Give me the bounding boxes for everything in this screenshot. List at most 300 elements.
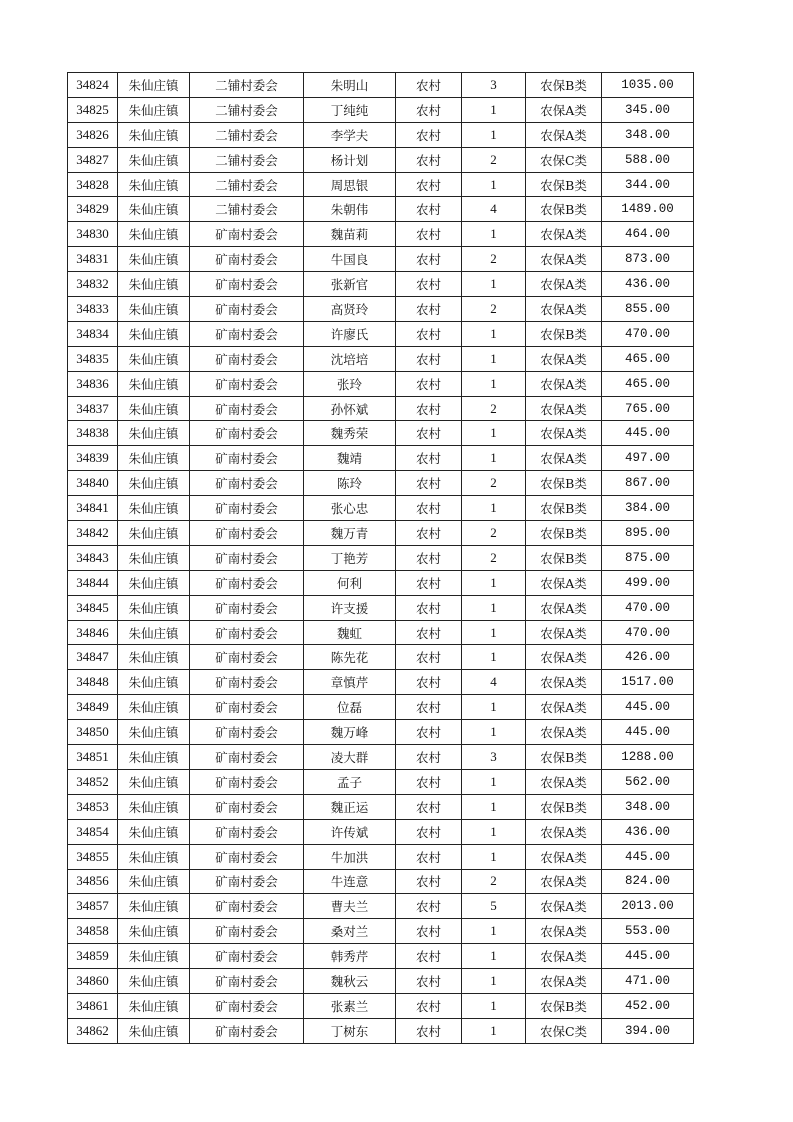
person-name-cell: 魏苗莉 — [304, 222, 396, 247]
member-count-cell: 4 — [462, 197, 526, 222]
household-type-cell: 农村 — [396, 496, 462, 521]
insurance-category-cell: 农保A类 — [526, 222, 602, 247]
insurance-category-cell: 农保A类 — [526, 97, 602, 122]
member-count-cell: 1 — [462, 695, 526, 720]
table-row — [68, 894, 694, 919]
record-id-cell: 34829 — [68, 197, 118, 222]
member-count-cell: 1 — [462, 421, 526, 446]
record-id-cell: 34855 — [68, 844, 118, 869]
member-count-cell: 1 — [462, 371, 526, 396]
table-row — [68, 695, 694, 720]
amount-cell: 445.00 — [602, 421, 694, 446]
town-cell: 朱仙庄镇 — [118, 272, 190, 297]
insurance-category-cell: 农保A类 — [526, 272, 602, 297]
amount-cell: 464.00 — [602, 222, 694, 247]
record-id-cell: 34844 — [68, 570, 118, 595]
record-id-cell: 34837 — [68, 396, 118, 421]
town-cell: 朱仙庄镇 — [118, 122, 190, 147]
household-type-cell: 农村 — [396, 247, 462, 272]
table-row — [68, 346, 694, 371]
table-row — [68, 521, 694, 546]
insurance-category-cell: 农保A类 — [526, 446, 602, 471]
amount-cell: 824.00 — [602, 869, 694, 894]
member-count-cell: 3 — [462, 745, 526, 770]
table-row — [68, 272, 694, 297]
village-committee-cell: 矿南村委会 — [190, 446, 304, 471]
member-count-cell: 2 — [462, 147, 526, 172]
insurance-category-cell: 农保B类 — [526, 321, 602, 346]
village-committee-cell: 矿南村委会 — [190, 794, 304, 819]
table-row — [68, 570, 694, 595]
town-cell: 朱仙庄镇 — [118, 545, 190, 570]
member-count-cell: 2 — [462, 869, 526, 894]
insurance-category-cell: 农保A类 — [526, 595, 602, 620]
insurance-category-cell: 农保C类 — [526, 147, 602, 172]
record-id-cell: 34830 — [68, 222, 118, 247]
table-row — [68, 919, 694, 944]
amount-cell: 588.00 — [602, 147, 694, 172]
person-name-cell: 魏万峰 — [304, 720, 396, 745]
insurance-category-cell: 农保A类 — [526, 645, 602, 670]
village-committee-cell: 二铺村委会 — [190, 122, 304, 147]
member-count-cell: 2 — [462, 521, 526, 546]
insurance-category-cell: 农保A类 — [526, 371, 602, 396]
village-committee-cell: 矿南村委会 — [190, 247, 304, 272]
amount-cell: 445.00 — [602, 720, 694, 745]
member-count-cell: 1 — [462, 645, 526, 670]
member-count-cell: 1 — [462, 222, 526, 247]
table-row — [68, 73, 694, 98]
amount-cell: 470.00 — [602, 321, 694, 346]
village-committee-cell: 矿南村委会 — [190, 396, 304, 421]
village-committee-cell: 矿南村委会 — [190, 346, 304, 371]
insurance-category-cell: 农保A类 — [526, 122, 602, 147]
household-type-cell: 农村 — [396, 371, 462, 396]
member-count-cell: 1 — [462, 172, 526, 197]
insurance-category-cell: 农保A类 — [526, 570, 602, 595]
town-cell: 朱仙庄镇 — [118, 819, 190, 844]
table-row — [68, 496, 694, 521]
person-name-cell: 许支援 — [304, 595, 396, 620]
insurance-category-cell: 农保A类 — [526, 769, 602, 794]
village-committee-cell: 矿南村委会 — [190, 321, 304, 346]
record-id-cell: 34847 — [68, 645, 118, 670]
amount-cell: 1288.00 — [602, 745, 694, 770]
amount-cell: 445.00 — [602, 695, 694, 720]
amount-cell: 867.00 — [602, 471, 694, 496]
person-name-cell: 曹夫兰 — [304, 894, 396, 919]
household-type-cell: 农村 — [396, 819, 462, 844]
record-id-cell: 34849 — [68, 695, 118, 720]
member-count-cell: 1 — [462, 272, 526, 297]
table-row — [68, 297, 694, 322]
table-row — [68, 670, 694, 695]
amount-cell: 562.00 — [602, 769, 694, 794]
amount-cell: 875.00 — [602, 545, 694, 570]
record-id-cell: 34845 — [68, 595, 118, 620]
table-row — [68, 396, 694, 421]
town-cell: 朱仙庄镇 — [118, 894, 190, 919]
table-row — [68, 471, 694, 496]
household-type-cell: 农村 — [396, 620, 462, 645]
village-committee-cell: 矿南村委会 — [190, 1018, 304, 1043]
insurance-category-cell: 农保A类 — [526, 695, 602, 720]
village-committee-cell: 矿南村委会 — [190, 869, 304, 894]
record-id-cell: 34851 — [68, 745, 118, 770]
town-cell: 朱仙庄镇 — [118, 321, 190, 346]
household-type-cell: 农村 — [396, 969, 462, 994]
town-cell: 朱仙庄镇 — [118, 371, 190, 396]
member-count-cell: 1 — [462, 570, 526, 595]
town-cell: 朱仙庄镇 — [118, 794, 190, 819]
person-name-cell: 孟子 — [304, 769, 396, 794]
person-name-cell: 章慎芹 — [304, 670, 396, 695]
town-cell: 朱仙庄镇 — [118, 570, 190, 595]
amount-cell: 855.00 — [602, 297, 694, 322]
table-row — [68, 844, 694, 869]
person-name-cell: 丁纯纯 — [304, 97, 396, 122]
record-id-cell: 34857 — [68, 894, 118, 919]
household-type-cell: 农村 — [396, 670, 462, 695]
person-name-cell: 魏靖 — [304, 446, 396, 471]
person-name-cell: 魏秋云 — [304, 969, 396, 994]
person-name-cell: 张素兰 — [304, 993, 396, 1018]
amount-cell: 384.00 — [602, 496, 694, 521]
person-name-cell: 魏万青 — [304, 521, 396, 546]
person-name-cell: 陈玲 — [304, 471, 396, 496]
record-id-cell: 34860 — [68, 969, 118, 994]
household-type-cell: 农村 — [396, 521, 462, 546]
town-cell: 朱仙庄镇 — [118, 745, 190, 770]
record-id-cell: 34835 — [68, 346, 118, 371]
record-id-cell: 34858 — [68, 919, 118, 944]
village-committee-cell: 矿南村委会 — [190, 944, 304, 969]
village-committee-cell: 矿南村委会 — [190, 496, 304, 521]
insurance-category-cell: 农保A类 — [526, 396, 602, 421]
member-count-cell: 1 — [462, 1018, 526, 1043]
village-committee-cell: 矿南村委会 — [190, 894, 304, 919]
table-row — [68, 446, 694, 471]
member-count-cell: 1 — [462, 346, 526, 371]
town-cell: 朱仙庄镇 — [118, 919, 190, 944]
person-name-cell: 丁艳芳 — [304, 545, 396, 570]
village-committee-cell: 二铺村委会 — [190, 147, 304, 172]
record-id-cell: 34828 — [68, 172, 118, 197]
amount-cell: 436.00 — [602, 819, 694, 844]
town-cell: 朱仙庄镇 — [118, 496, 190, 521]
insurance-category-cell: 农保B类 — [526, 545, 602, 570]
village-committee-cell: 二铺村委会 — [190, 197, 304, 222]
record-id-cell: 34838 — [68, 421, 118, 446]
town-cell: 朱仙庄镇 — [118, 969, 190, 994]
amount-cell: 348.00 — [602, 122, 694, 147]
household-type-cell: 农村 — [396, 570, 462, 595]
town-cell: 朱仙庄镇 — [118, 297, 190, 322]
town-cell: 朱仙庄镇 — [118, 346, 190, 371]
town-cell: 朱仙庄镇 — [118, 993, 190, 1018]
household-type-cell: 农村 — [396, 122, 462, 147]
insurance-category-cell: 农保A类 — [526, 894, 602, 919]
village-committee-cell: 矿南村委会 — [190, 521, 304, 546]
record-id-cell: 34861 — [68, 993, 118, 1018]
household-type-cell: 农村 — [396, 794, 462, 819]
village-committee-cell: 矿南村委会 — [190, 819, 304, 844]
village-committee-cell: 矿南村委会 — [190, 620, 304, 645]
insurance-category-cell: 农保A类 — [526, 346, 602, 371]
insurance-category-cell: 农保B类 — [526, 521, 602, 546]
village-committee-cell: 矿南村委会 — [190, 371, 304, 396]
village-committee-cell: 矿南村委会 — [190, 919, 304, 944]
insurance-category-cell: 农保A类 — [526, 297, 602, 322]
amount-cell: 465.00 — [602, 346, 694, 371]
person-name-cell: 杨计划 — [304, 147, 396, 172]
person-name-cell: 周思银 — [304, 172, 396, 197]
village-committee-cell: 矿南村委会 — [190, 421, 304, 446]
table-row — [68, 769, 694, 794]
record-id-cell: 34833 — [68, 297, 118, 322]
household-type-cell: 农村 — [396, 919, 462, 944]
insurance-category-cell: 农保B类 — [526, 993, 602, 1018]
town-cell: 朱仙庄镇 — [118, 446, 190, 471]
insurance-category-cell: 农保A类 — [526, 819, 602, 844]
member-count-cell: 1 — [462, 446, 526, 471]
household-type-cell: 农村 — [396, 545, 462, 570]
insurance-category-cell: 农保A类 — [526, 247, 602, 272]
person-name-cell: 孙怀斌 — [304, 396, 396, 421]
insurance-category-cell: 农保A类 — [526, 421, 602, 446]
record-id-cell: 34853 — [68, 794, 118, 819]
table-row — [68, 421, 694, 446]
member-count-cell: 2 — [462, 247, 526, 272]
amount-cell: 445.00 — [602, 844, 694, 869]
table-row — [68, 222, 694, 247]
amount-cell: 895.00 — [602, 521, 694, 546]
village-committee-cell: 矿南村委会 — [190, 993, 304, 1018]
table-row — [68, 1018, 694, 1043]
amount-cell: 452.00 — [602, 993, 694, 1018]
record-id-cell: 34842 — [68, 521, 118, 546]
person-name-cell: 李学夫 — [304, 122, 396, 147]
amount-cell: 436.00 — [602, 272, 694, 297]
table-row — [68, 969, 694, 994]
household-type-cell: 农村 — [396, 720, 462, 745]
amount-cell: 499.00 — [602, 570, 694, 595]
household-type-cell: 农村 — [396, 97, 462, 122]
member-count-cell: 1 — [462, 620, 526, 645]
record-id-cell: 34839 — [68, 446, 118, 471]
person-name-cell: 张玲 — [304, 371, 396, 396]
member-count-cell: 2 — [462, 297, 526, 322]
member-count-cell: 3 — [462, 73, 526, 98]
table-row — [68, 122, 694, 147]
amount-cell: 873.00 — [602, 247, 694, 272]
insurance-category-cell: 农保B类 — [526, 496, 602, 521]
household-type-cell: 农村 — [396, 396, 462, 421]
household-type-cell: 农村 — [396, 446, 462, 471]
town-cell: 朱仙庄镇 — [118, 720, 190, 745]
village-committee-cell: 矿南村委会 — [190, 471, 304, 496]
village-committee-cell: 矿南村委会 — [190, 969, 304, 994]
table-row — [68, 645, 694, 670]
member-count-cell: 1 — [462, 919, 526, 944]
table-row — [68, 97, 694, 122]
amount-cell: 470.00 — [602, 595, 694, 620]
person-name-cell: 牛加洪 — [304, 844, 396, 869]
village-committee-cell: 矿南村委会 — [190, 272, 304, 297]
person-name-cell: 朱朝伟 — [304, 197, 396, 222]
record-id-cell: 34856 — [68, 869, 118, 894]
household-type-cell: 农村 — [396, 297, 462, 322]
table-row — [68, 545, 694, 570]
household-type-cell: 农村 — [396, 695, 462, 720]
town-cell: 朱仙庄镇 — [118, 147, 190, 172]
insurance-category-cell: 农保A类 — [526, 919, 602, 944]
record-id-cell: 34834 — [68, 321, 118, 346]
amount-cell: 553.00 — [602, 919, 694, 944]
town-cell: 朱仙庄镇 — [118, 645, 190, 670]
amount-cell: 344.00 — [602, 172, 694, 197]
insurance-category-cell: 农保A类 — [526, 944, 602, 969]
person-name-cell: 张心忠 — [304, 496, 396, 521]
amount-cell: 348.00 — [602, 794, 694, 819]
household-type-cell: 农村 — [396, 595, 462, 620]
town-cell: 朱仙庄镇 — [118, 222, 190, 247]
person-name-cell: 牛国良 — [304, 247, 396, 272]
amount-cell: 445.00 — [602, 944, 694, 969]
member-count-cell: 1 — [462, 496, 526, 521]
table-row — [68, 147, 694, 172]
table-row — [68, 197, 694, 222]
town-cell: 朱仙庄镇 — [118, 1018, 190, 1043]
insurance-category-cell: 农保A类 — [526, 720, 602, 745]
insurance-category-cell: 农保B类 — [526, 745, 602, 770]
record-id-cell: 34852 — [68, 769, 118, 794]
member-count-cell: 1 — [462, 969, 526, 994]
village-committee-cell: 矿南村委会 — [190, 297, 304, 322]
town-cell: 朱仙庄镇 — [118, 396, 190, 421]
record-id-cell: 34826 — [68, 122, 118, 147]
person-name-cell: 许廖氏 — [304, 321, 396, 346]
village-committee-cell: 矿南村委会 — [190, 545, 304, 570]
record-id-cell: 34848 — [68, 670, 118, 695]
household-type-cell: 农村 — [396, 321, 462, 346]
person-name-cell: 何利 — [304, 570, 396, 595]
amount-cell: 345.00 — [602, 97, 694, 122]
town-cell: 朱仙庄镇 — [118, 595, 190, 620]
person-name-cell: 张新官 — [304, 272, 396, 297]
person-name-cell: 韩秀芹 — [304, 944, 396, 969]
person-name-cell: 桑对兰 — [304, 919, 396, 944]
household-type-cell: 农村 — [396, 745, 462, 770]
table-row — [68, 720, 694, 745]
table-row — [68, 819, 694, 844]
village-committee-cell: 矿南村委会 — [190, 645, 304, 670]
amount-cell: 394.00 — [602, 1018, 694, 1043]
table-row — [68, 869, 694, 894]
member-count-cell: 5 — [462, 894, 526, 919]
record-id-cell: 34827 — [68, 147, 118, 172]
town-cell: 朱仙庄镇 — [118, 172, 190, 197]
record-id-cell: 34862 — [68, 1018, 118, 1043]
insurance-category-cell: 农保B类 — [526, 471, 602, 496]
village-committee-cell: 矿南村委会 — [190, 844, 304, 869]
town-cell: 朱仙庄镇 — [118, 247, 190, 272]
town-cell: 朱仙庄镇 — [118, 670, 190, 695]
amount-cell: 1517.00 — [602, 670, 694, 695]
person-name-cell: 丁树东 — [304, 1018, 396, 1043]
member-count-cell: 1 — [462, 993, 526, 1018]
insurance-category-cell: 农保B类 — [526, 794, 602, 819]
member-count-cell: 2 — [462, 396, 526, 421]
person-name-cell: 凌大群 — [304, 745, 396, 770]
member-count-cell: 1 — [462, 944, 526, 969]
member-count-cell: 1 — [462, 122, 526, 147]
amount-cell: 497.00 — [602, 446, 694, 471]
person-name-cell: 陈先花 — [304, 645, 396, 670]
table-row — [68, 321, 694, 346]
town-cell: 朱仙庄镇 — [118, 695, 190, 720]
amount-cell: 2013.00 — [602, 894, 694, 919]
record-id-cell: 34840 — [68, 471, 118, 496]
amount-cell: 426.00 — [602, 645, 694, 670]
household-type-cell: 农村 — [396, 421, 462, 446]
town-cell: 朱仙庄镇 — [118, 944, 190, 969]
table-body — [68, 73, 694, 1044]
member-count-cell: 1 — [462, 97, 526, 122]
household-type-cell: 农村 — [396, 272, 462, 297]
table-row — [68, 794, 694, 819]
amount-cell: 1035.00 — [602, 73, 694, 98]
village-committee-cell: 矿南村委会 — [190, 670, 304, 695]
person-name-cell: 魏虹 — [304, 620, 396, 645]
record-id-cell: 34831 — [68, 247, 118, 272]
member-count-cell: 4 — [462, 670, 526, 695]
member-count-cell: 2 — [462, 471, 526, 496]
member-count-cell: 1 — [462, 819, 526, 844]
town-cell: 朱仙庄镇 — [118, 869, 190, 894]
household-type-cell: 农村 — [396, 222, 462, 247]
insurance-category-cell: 农保A类 — [526, 969, 602, 994]
town-cell: 朱仙庄镇 — [118, 769, 190, 794]
insurance-category-cell: 农保A类 — [526, 670, 602, 695]
household-type-cell: 农村 — [396, 645, 462, 670]
town-cell: 朱仙庄镇 — [118, 471, 190, 496]
amount-cell: 470.00 — [602, 620, 694, 645]
record-id-cell: 34859 — [68, 944, 118, 969]
person-name-cell: 魏秀荣 — [304, 421, 396, 446]
member-count-cell: 1 — [462, 769, 526, 794]
insurance-category-cell: 农保B类 — [526, 73, 602, 98]
record-id-cell: 34846 — [68, 620, 118, 645]
village-committee-cell: 二铺村委会 — [190, 97, 304, 122]
household-type-cell: 农村 — [396, 993, 462, 1018]
insurance-category-cell: 农保A类 — [526, 844, 602, 869]
village-committee-cell: 二铺村委会 — [190, 172, 304, 197]
record-id-cell: 34841 — [68, 496, 118, 521]
household-type-cell: 农村 — [396, 147, 462, 172]
record-id-cell: 34824 — [68, 73, 118, 98]
town-cell: 朱仙庄镇 — [118, 521, 190, 546]
records-table — [67, 72, 694, 1044]
table-row — [68, 247, 694, 272]
household-type-cell: 农村 — [396, 197, 462, 222]
household-type-cell: 农村 — [396, 172, 462, 197]
town-cell: 朱仙庄镇 — [118, 97, 190, 122]
household-type-cell: 农村 — [396, 944, 462, 969]
member-count-cell: 1 — [462, 595, 526, 620]
amount-cell: 465.00 — [602, 371, 694, 396]
village-committee-cell: 矿南村委会 — [190, 745, 304, 770]
